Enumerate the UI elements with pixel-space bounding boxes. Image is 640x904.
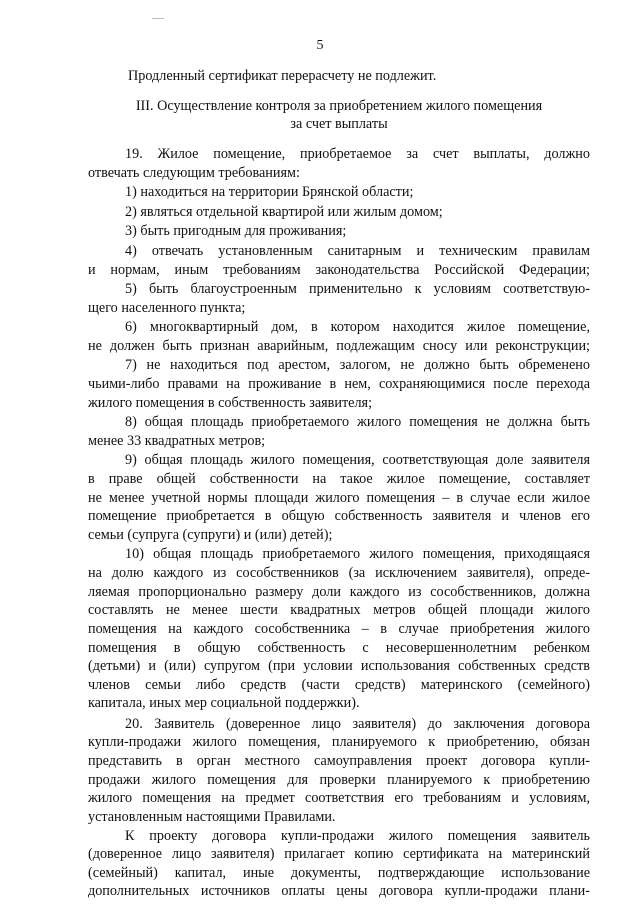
text-line: составлять не менее шести квадратных метров общей площади жилого <box>88 602 590 619</box>
text-line: 8) общая площадь приобретаемого жилого помещения не должна быть <box>125 414 590 431</box>
text-line: установленным настоящими Правилами. <box>88 808 336 825</box>
text-line: Продленный сертификат перерасчету не подлежит. <box>128 68 437 84</box>
text-line: помещения на каждого сособственника – в случае приобретения жилого <box>88 620 590 637</box>
scan-mark <box>152 18 164 19</box>
text-line: 4) отвечать установленным санитарным и техническим правилам <box>125 242 590 259</box>
text-line: капитала, иных мер социальной поддержки). <box>88 695 360 712</box>
text-line: семьи (супруга (супруги) и (или) детей); <box>88 526 333 543</box>
text-line: 20. Заявитель (доверенное лицо заявителя) до заключения договора <box>125 715 590 732</box>
text-line: менее 33 квадратных метров; <box>88 432 266 449</box>
text-line: чьими-либо правами на проживание в нем, сохраняющимися после перехода <box>88 376 590 393</box>
page-number: 5 <box>316 38 324 53</box>
text-line: отвечать следующим требованиям: <box>88 164 300 181</box>
text-line: продажи жилого помещения для проверки планируемого к приобретению <box>88 771 590 788</box>
section-heading-line-1: III. Осуществление контроля за приобретением жилого помещения <box>135 97 543 114</box>
text-line: жилого помещения в собственность заявителя; <box>88 394 373 411</box>
text-line: членов семьи либо средств (части средств) материнского (семейного) <box>88 676 590 693</box>
text-line: (детьми) и (или) супругом (при условии использования собственных средств <box>88 658 590 675</box>
text-line: 6) многоквартирный дом, в котором находится жилое помещение, <box>125 319 590 336</box>
text-line: не менее учетной нормы площади жилого помещения – в случае если жилое <box>88 489 590 506</box>
text-line: ляемая пропорционально размеру доли каждого из сособственников, должна <box>88 583 590 600</box>
text-line: дополнительных источников оплаты цены договора купли-продажи плани- <box>88 883 590 900</box>
text-line: щего населенного пункта; <box>88 299 246 316</box>
section-heading-line-2: за счет выплаты <box>290 116 388 133</box>
text-line: 5) быть благоустроенным применительно к условиям соответствую- <box>125 281 590 298</box>
text-line: не должен быть признан аварийным, подлежащим сносу или реконструкции; <box>88 337 590 354</box>
text-line: (семейный) капитал, иные документы, подтверждающие использование <box>88 864 590 881</box>
text-line: К проекту договора купли-продажи жилого помещения заявитель <box>125 827 590 844</box>
text-line: представить в орган местного самоуправления проект договора купли- <box>88 753 590 770</box>
text-line: 2) являться отдельной квартирой или жилым домом; <box>125 203 443 220</box>
text-line: 9) общая площадь жилого помещения, соответствующая доле заявителя <box>125 452 590 469</box>
text-line: 7) не находиться под арестом, залогом, не должно быть обременено <box>125 357 590 374</box>
text-line: помещения в общую собственность с несовершеннолетним ребенком <box>88 639 590 656</box>
text-line: и нормам, иным требованиям законодательства Российской Федерации; <box>88 261 590 278</box>
text-line: (доверенное лицо заявителя) прилагает копию сертификата на материнский <box>88 846 590 863</box>
text-line: в праве общей собственности на такое жилое помещение, составляет <box>88 471 590 488</box>
text-line: 19. Жилое помещение, приобретаемое за счет выплаты, должно <box>125 146 590 163</box>
text-line: на долю каждого из сособственников (за исключением заявителя), опреде- <box>88 565 590 582</box>
text-line: 10) общая площадь приобретаемого жилого помещения, приходящаяся <box>125 546 590 563</box>
text-line: 3) быть пригодным для проживания; <box>125 223 347 240</box>
text-line: помещение приобретается в общую собственность заявителя и членов его <box>88 508 590 525</box>
text-line: купли-продажи жилого помещения, планируемого к приобретению, обязан <box>88 734 590 751</box>
text-line: 1) находиться на территории Брянской области; <box>125 184 414 201</box>
text-line: жилого помещения на предмет соответствия его требованиям и условиям, <box>88 790 590 807</box>
